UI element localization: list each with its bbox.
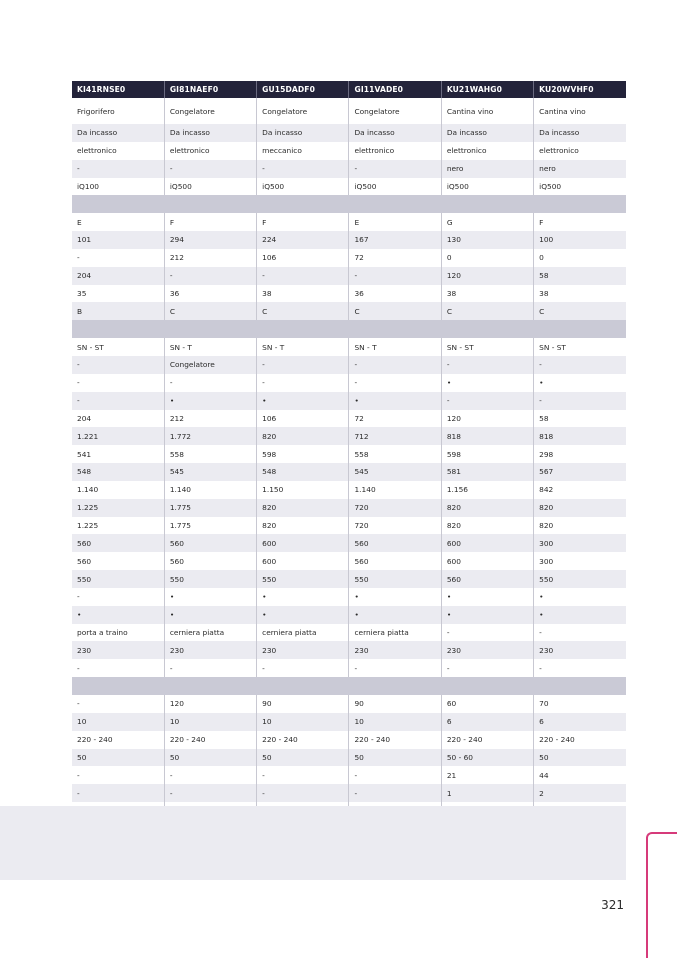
table-row: [72, 374, 626, 392]
table-cell: -: [441, 624, 533, 642]
table-cell: -: [72, 249, 164, 267]
table-row: [72, 534, 626, 552]
table-cell: -: [534, 659, 626, 677]
table-cell: -: [534, 356, 626, 374]
table-cell: 820: [534, 517, 626, 535]
table-cell: 720: [349, 517, 441, 535]
table-cell: 600: [257, 552, 349, 570]
table-cell: 548: [257, 463, 349, 481]
table-cell: Congelatore: [164, 356, 256, 374]
table-cell: Frigorifero: [72, 98, 164, 124]
table-row: [72, 570, 626, 588]
table-cell: Congelatore: [164, 98, 256, 124]
table-cell: iQ500: [257, 178, 349, 196]
table-cell: G: [441, 213, 533, 231]
table-cell: -: [72, 588, 164, 606]
table-row: [72, 499, 626, 517]
table-cell: 558: [164, 445, 256, 463]
table-cell: 550: [72, 570, 164, 588]
table-cell: -: [164, 267, 256, 285]
table-cell: 60: [441, 695, 533, 713]
table-cell: 50 - 60: [441, 749, 533, 767]
table-cell: 10: [164, 713, 256, 731]
table-cell: Da incasso: [257, 124, 349, 142]
section-divider-cell: [72, 195, 626, 213]
table-cell: 1.775: [164, 499, 256, 517]
table-cell: -: [72, 374, 164, 392]
table-cell: 1.772: [164, 427, 256, 445]
table-cell: Da incasso: [349, 124, 441, 142]
table-row: [72, 231, 626, 249]
table-cell: -: [164, 766, 256, 784]
table-cell: 230: [164, 641, 256, 659]
table-cell: iQ500: [349, 178, 441, 196]
table-cell: -: [534, 624, 626, 642]
table-row: [72, 98, 626, 124]
table-cell: 220 - 240: [72, 731, 164, 749]
table-row: [72, 517, 626, 535]
table-cell: 230: [349, 641, 441, 659]
table-cell: Da incasso: [72, 124, 164, 142]
table-cell: 204: [72, 410, 164, 428]
table-cell: -: [257, 374, 349, 392]
table-row: [72, 641, 626, 659]
table-cell: elettronico: [534, 142, 626, 160]
table-cell: 600: [257, 534, 349, 552]
section-divider: [72, 195, 626, 213]
table-cell: E: [72, 213, 164, 231]
table-cell: Da incasso: [441, 124, 533, 142]
table-cell: -: [349, 356, 441, 374]
table-row: [72, 267, 626, 285]
table-row: [72, 338, 626, 356]
table-cell: 72: [349, 249, 441, 267]
table-cell: 72: [349, 410, 441, 428]
table-row: [72, 356, 626, 374]
table-cell: •: [534, 588, 626, 606]
table-cell: 38: [534, 285, 626, 303]
table-cell: E: [349, 213, 441, 231]
table-cell: 10: [72, 713, 164, 731]
table-row: [72, 302, 626, 320]
table-cell: 1.140: [164, 481, 256, 499]
table-cell: 58: [534, 410, 626, 428]
table-cell: 558: [349, 445, 441, 463]
table-cell: •: [257, 606, 349, 624]
table-cell: 10: [349, 713, 441, 731]
table-cell: 550: [534, 570, 626, 588]
table-cell: -: [349, 267, 441, 285]
table-row: [72, 445, 626, 463]
table-cell: -: [72, 160, 164, 178]
column-header: GI11VADE0: [349, 81, 441, 98]
table-row: [72, 410, 626, 428]
table-cell: 106: [257, 410, 349, 428]
table-row: [72, 249, 626, 267]
table-row: [72, 427, 626, 445]
table-cell: 6: [441, 713, 533, 731]
table-cell: 0: [534, 249, 626, 267]
table-cell: 294: [164, 231, 256, 249]
table-cell: 106: [257, 249, 349, 267]
table-cell: 1.140: [72, 481, 164, 499]
table-cell: -: [349, 784, 441, 802]
table-cell: 820: [257, 427, 349, 445]
table-cell: F: [164, 213, 256, 231]
table-cell: -: [72, 659, 164, 677]
table-cell: 818: [534, 427, 626, 445]
table-cell: 220 - 240: [257, 731, 349, 749]
table-cell: 90: [257, 695, 349, 713]
table-cell: 230: [257, 641, 349, 659]
table-cell: F: [257, 213, 349, 231]
table-cell: -: [534, 392, 626, 410]
table-cell: 6: [534, 713, 626, 731]
table-cell: 130: [441, 231, 533, 249]
section-divider: [72, 677, 626, 695]
table-cell: C: [441, 302, 533, 320]
table-cell: 298: [534, 445, 626, 463]
table-cell: 300: [534, 534, 626, 552]
table-cell: 220 - 240: [441, 731, 533, 749]
table-cell: SN - ST: [72, 338, 164, 356]
table-cell: 50: [349, 749, 441, 767]
spec-table: [72, 81, 626, 820]
table-cell: -: [72, 695, 164, 713]
table-cell: 1.140: [349, 481, 441, 499]
table-cell: 598: [257, 445, 349, 463]
table-cell: 560: [349, 552, 441, 570]
table-cell: 100: [534, 231, 626, 249]
table-row: [72, 784, 626, 802]
table-cell: 550: [349, 570, 441, 588]
table-cell: 541: [72, 445, 164, 463]
table-cell: 842: [534, 481, 626, 499]
table-cell: -: [72, 784, 164, 802]
table-cell: •: [257, 392, 349, 410]
table-cell: 818: [441, 427, 533, 445]
column-header: GI81NAEF0: [164, 81, 256, 98]
table-cell: SN - ST: [441, 338, 533, 356]
table-cell: •: [534, 374, 626, 392]
table-cell: C: [164, 302, 256, 320]
table-cell: 560: [441, 570, 533, 588]
table-cell: 560: [164, 552, 256, 570]
table-row: [72, 142, 626, 160]
table-cell: iQ100: [72, 178, 164, 196]
table-row: [72, 160, 626, 178]
table-cell: 230: [441, 641, 533, 659]
table-cell: C: [257, 302, 349, 320]
table-cell: 712: [349, 427, 441, 445]
table-cell: 70: [534, 695, 626, 713]
table-cell: -: [72, 356, 164, 374]
table-cell: 1.150: [257, 481, 349, 499]
table-cell: •: [534, 606, 626, 624]
table-cell: 36: [164, 285, 256, 303]
corner-marker: [646, 832, 677, 958]
table-cell: Cantina vino: [441, 98, 533, 124]
table-cell: 820: [257, 499, 349, 517]
table-cell: cerniera piatta: [257, 624, 349, 642]
table-cell: -: [441, 659, 533, 677]
table-cell: 1.156: [441, 481, 533, 499]
table-cell: iQ500: [534, 178, 626, 196]
table-cell: •: [164, 606, 256, 624]
table-cell: -: [257, 267, 349, 285]
table-cell: •: [441, 374, 533, 392]
table-row: [72, 749, 626, 767]
table-cell: -: [257, 356, 349, 374]
table-cell: nero: [441, 160, 533, 178]
page-number: 321: [601, 898, 624, 912]
table-cell: •: [164, 392, 256, 410]
table-cell: elettronico: [72, 142, 164, 160]
section-divider-cell: [72, 677, 626, 695]
table-cell: C: [349, 302, 441, 320]
table-row: [72, 285, 626, 303]
table-cell: SN - T: [349, 338, 441, 356]
table-cell: 38: [257, 285, 349, 303]
table-cell: 567: [534, 463, 626, 481]
table-cell: 50: [72, 749, 164, 767]
table-row: [72, 659, 626, 677]
table-cell: 38: [441, 285, 533, 303]
table-cell: -: [349, 160, 441, 178]
table-cell: •: [441, 588, 533, 606]
table-row: [72, 481, 626, 499]
table-row: [72, 463, 626, 481]
table-row: [72, 624, 626, 642]
table-cell: -: [257, 160, 349, 178]
table-cell: Congelatore: [349, 98, 441, 124]
table-cell: 550: [257, 570, 349, 588]
table-cell: Da incasso: [164, 124, 256, 142]
table-cell: -: [164, 374, 256, 392]
table-cell: Da incasso: [534, 124, 626, 142]
table-cell: -: [257, 784, 349, 802]
table-cell: 90: [349, 695, 441, 713]
table-cell: 21: [441, 766, 533, 784]
table-cell: 212: [164, 249, 256, 267]
table-cell: 1.775: [164, 517, 256, 535]
table-cell: porta a traino: [72, 624, 164, 642]
table-cell: -: [72, 766, 164, 784]
table-row: [72, 124, 626, 142]
table-cell: SN - ST: [534, 338, 626, 356]
table-cell: -: [349, 659, 441, 677]
table-row: [72, 695, 626, 713]
table-cell: 35: [72, 285, 164, 303]
header-row: [72, 81, 626, 98]
table-cell: •: [349, 392, 441, 410]
table-row: [72, 552, 626, 570]
table-cell: -: [164, 784, 256, 802]
table-cell: F: [534, 213, 626, 231]
table-cell: 545: [164, 463, 256, 481]
table-cell: 120: [441, 267, 533, 285]
table-cell: 212: [164, 410, 256, 428]
column-header: GU15DADF0: [257, 81, 349, 98]
table-cell: -: [441, 356, 533, 374]
table-cell: 120: [164, 695, 256, 713]
table-header: [72, 81, 626, 98]
table-row: [72, 606, 626, 624]
table-cell: 50: [257, 749, 349, 767]
table-cell: cerniera piatta: [164, 624, 256, 642]
table-cell: •: [441, 606, 533, 624]
table-cell: 220 - 240: [164, 731, 256, 749]
table-cell: 10: [257, 713, 349, 731]
table-cell: -: [164, 160, 256, 178]
table-cell: 230: [72, 641, 164, 659]
table-cell: 581: [441, 463, 533, 481]
table-cell: -: [349, 374, 441, 392]
column-header: KI41RNSE0: [72, 81, 164, 98]
table-cell: meccanico: [257, 142, 349, 160]
table-cell: 820: [257, 517, 349, 535]
table-cell: 600: [441, 552, 533, 570]
table-cell: 820: [534, 499, 626, 517]
table-cell: nero: [534, 160, 626, 178]
table-cell: 2: [534, 784, 626, 802]
table-cell: 220 - 240: [349, 731, 441, 749]
table-cell: 1.225: [72, 517, 164, 535]
table-cell: 598: [441, 445, 533, 463]
table-cell: iQ500: [164, 178, 256, 196]
table-cell: 300: [534, 552, 626, 570]
table-cell: C: [534, 302, 626, 320]
table-cell: 50: [164, 749, 256, 767]
table-cell: 820: [441, 517, 533, 535]
table-cell: 0: [441, 249, 533, 267]
table-cell: elettronico: [441, 142, 533, 160]
table-cell: cerniera piatta: [349, 624, 441, 642]
table-cell: 230: [534, 641, 626, 659]
table-row: [72, 178, 626, 196]
table-cell: 120: [441, 410, 533, 428]
table-cell: 560: [72, 534, 164, 552]
table-cell: 1.221: [72, 427, 164, 445]
table-body: [72, 98, 626, 820]
table-cell: -: [164, 659, 256, 677]
table-row: [72, 731, 626, 749]
table-cell: iQ500: [441, 178, 533, 196]
table-cell: Congelatore: [257, 98, 349, 124]
table-cell: 58: [534, 267, 626, 285]
table-cell: •: [349, 606, 441, 624]
table-cell: -: [441, 392, 533, 410]
section-divider-cell: [72, 320, 626, 338]
table-cell: •: [164, 588, 256, 606]
table-cell: •: [72, 606, 164, 624]
table-cell: 167: [349, 231, 441, 249]
table-cell: 204: [72, 267, 164, 285]
column-header: KU20WVHF0: [534, 81, 626, 98]
table-row: [72, 588, 626, 606]
table-row: [72, 766, 626, 784]
table-cell: 545: [349, 463, 441, 481]
table-cell: 50: [534, 749, 626, 767]
table-cell: 560: [72, 552, 164, 570]
table-cell: -: [257, 766, 349, 784]
footer-band: [0, 806, 626, 880]
table-cell: 820: [441, 499, 533, 517]
table-cell: 44: [534, 766, 626, 784]
table-cell: 1: [441, 784, 533, 802]
table-cell: B: [72, 302, 164, 320]
table-cell: •: [257, 588, 349, 606]
table-cell: 36: [349, 285, 441, 303]
table-cell: 220 - 240: [534, 731, 626, 749]
table-cell: elettronico: [164, 142, 256, 160]
table-cell: •: [349, 588, 441, 606]
table-cell: SN - T: [164, 338, 256, 356]
table-cell: 600: [441, 534, 533, 552]
table-cell: -: [72, 392, 164, 410]
table-row: [72, 392, 626, 410]
table-cell: 224: [257, 231, 349, 249]
table-cell: 720: [349, 499, 441, 517]
table-cell: 548: [72, 463, 164, 481]
table-row: [72, 713, 626, 731]
table-cell: -: [349, 766, 441, 784]
section-divider: [72, 320, 626, 338]
table-row: [72, 213, 626, 231]
table-cell: 560: [164, 534, 256, 552]
table-cell: 101: [72, 231, 164, 249]
table-cell: elettronico: [349, 142, 441, 160]
table-cell: -: [257, 659, 349, 677]
table-cell: SN - T: [257, 338, 349, 356]
table-cell: Cantina vino: [534, 98, 626, 124]
table-cell: 550: [164, 570, 256, 588]
table-cell: 560: [349, 534, 441, 552]
table-cell: 1.225: [72, 499, 164, 517]
column-header: KU21WAHG0: [441, 81, 533, 98]
